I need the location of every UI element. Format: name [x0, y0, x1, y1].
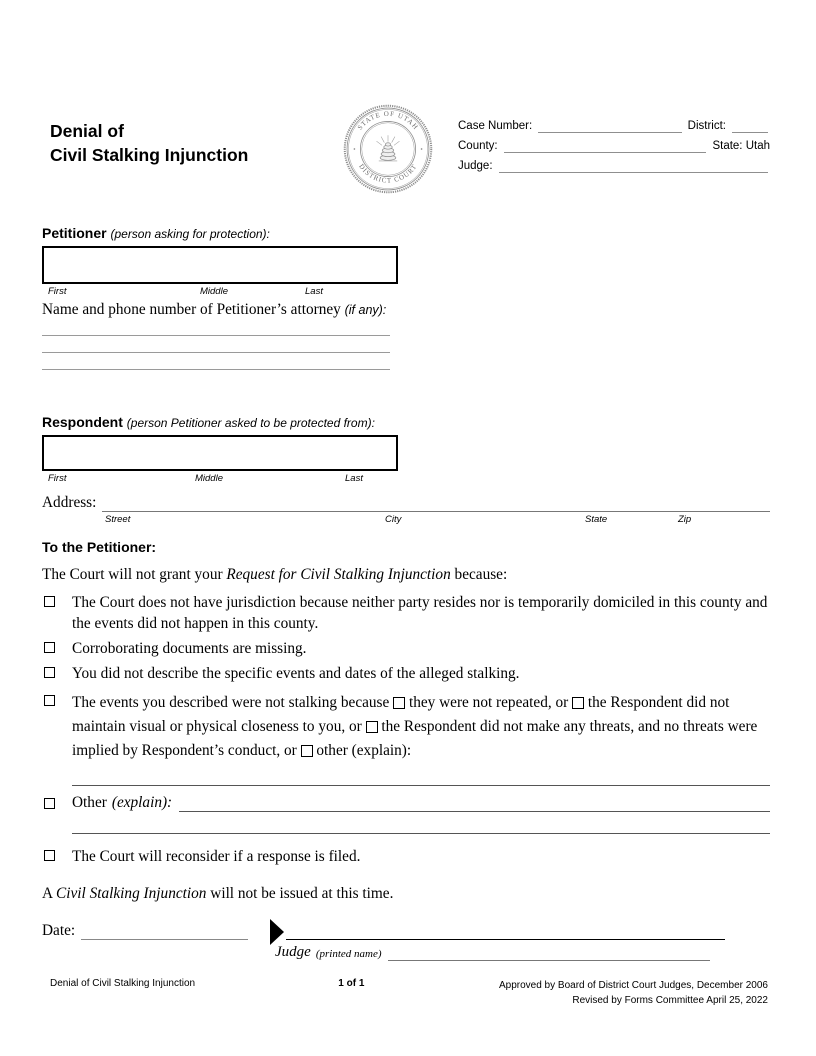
county-row [458, 140, 770, 153]
respondent-section [42, 414, 770, 527]
other-explain-note: (explain): [111, 793, 173, 811]
respondent-first-label: First [48, 473, 67, 484]
other-input-line[interactable] [179, 797, 770, 812]
respondent-last-label: Last [345, 473, 363, 484]
petitioner-heading [42, 225, 770, 241]
form-header [42, 112, 770, 195]
date-label: Date: [42, 922, 76, 940]
seal-beehive-emblem [380, 143, 396, 161]
closing-statement [42, 885, 770, 903]
not-stalking-seg-c: the Respondent did not maintain visual or physical closeness to you, or [72, 693, 730, 736]
footer-doc-title: Denial of Civil Stalking Injunction [50, 978, 196, 989]
case-number-input-line[interactable] [538, 120, 682, 133]
court-caption-fields [458, 112, 770, 180]
respondent-heading [42, 414, 770, 430]
not-stalking-explain-note: (explain): [351, 742, 412, 760]
attorney-prompt-text: Name and phone number of Petitioner’s attorney [42, 301, 341, 318]
signature-row [42, 919, 770, 940]
notice-section [42, 539, 770, 867]
respondent-middle-label: Middle [195, 473, 223, 484]
not-stalking-text [72, 691, 770, 764]
address-sublabels [42, 514, 770, 527]
state-sublabel: State [585, 514, 608, 525]
utah-district-court-seal-icon [342, 103, 434, 195]
county-label: County: [458, 140, 498, 152]
closing-post: will not be issued at this time. [210, 885, 394, 903]
closing-pre: A [42, 885, 53, 903]
seal-bottom-text: DISTRICT COURT [357, 163, 419, 185]
judge-row [458, 160, 770, 173]
respondent-name-box[interactable] [42, 435, 398, 471]
attorney-prompt [42, 301, 770, 319]
attorney-input-line-2[interactable] [42, 336, 390, 353]
form-title [42, 112, 342, 167]
not-stalking-seg-d: the Respondent did not make any threats, and no threats were implied by Respondent’s conduct, or [72, 718, 758, 760]
judge-signature-line[interactable] [286, 925, 725, 940]
city-label: City [385, 514, 402, 525]
explain-input-line-1[interactable] [72, 774, 770, 786]
district-label: District: [687, 120, 726, 132]
corroborating-text: Corroborating documents are missing. [72, 640, 307, 658]
petitioner-last-label: Last [305, 286, 323, 297]
footer-approved-line: Approved by Board of District Court Judges, December 2006 [498, 980, 768, 991]
zip-label: Zip [678, 514, 692, 525]
not-stalking-seg-a: The events you described were not stalking because [72, 693, 390, 711]
judge-printed-name-note: (printed name) [315, 948, 382, 961]
other-checkbox[interactable] [44, 798, 55, 809]
petitioner-section [42, 225, 770, 370]
closing-title: Civil Stalking Injunction [56, 885, 207, 903]
notice-intro-title: Request for Civil Stalking Injunction [226, 566, 451, 583]
date-input-line[interactable] [81, 925, 248, 940]
no-description-text: You did not describe the specific events and dates of the alleged stalking. [72, 665, 520, 683]
not-stalking-checkbox[interactable] [44, 695, 55, 706]
seal-top-text: STATE OF UTAH [356, 110, 420, 132]
checkbox-item-other [42, 794, 770, 812]
no-specific-events-checkbox[interactable] [44, 667, 55, 678]
county-input-line[interactable] [504, 140, 707, 153]
address-row [42, 494, 770, 512]
address-input-line[interactable] [102, 497, 770, 512]
reconsider-checkbox[interactable] [44, 850, 55, 861]
page-footer [50, 978, 768, 1008]
street-label: Street [105, 514, 131, 525]
reconsider-text: The Court will reconsider if a response is filed. [72, 847, 361, 865]
notice-intro [42, 564, 770, 585]
checkbox-item-not-stalking [42, 691, 770, 764]
case-number-row [458, 120, 770, 133]
form-content [42, 0, 770, 961]
footer-approval [364, 978, 768, 1008]
petitioner-heading-label: Petitioner [42, 225, 107, 241]
no-physical-closeness-checkbox[interactable] [572, 697, 584, 709]
respondent-heading-label: Respondent [42, 414, 123, 430]
checkbox-item-reconsider [42, 846, 770, 867]
petitioner-name-labels [42, 286, 770, 299]
form-title-line2: Civil Stalking Injunction [50, 144, 249, 165]
footer-revised-line: Revised by Forms Committee April 25, 2022 [572, 995, 768, 1006]
petitioner-name-box[interactable] [42, 246, 398, 284]
state-label: State: Utah [712, 140, 770, 152]
signature-arrow-icon [270, 919, 284, 945]
not-stalking-seg-e: other [316, 742, 348, 760]
case-number-label: Case Number: [458, 120, 533, 132]
attorney-input-line-1[interactable] [42, 319, 390, 336]
judge-signature-label: Judge [275, 944, 311, 961]
not-repeated-checkbox[interactable] [393, 697, 405, 709]
attorney-lines [42, 319, 770, 370]
other-reason-checkbox[interactable] [301, 745, 313, 757]
checkbox-item-corroborating [42, 638, 770, 659]
attorney-prompt-note: (if any): [344, 303, 387, 317]
address-label: Address: [42, 494, 97, 511]
form-title-line1: Denial of [50, 121, 124, 141]
judge-printed-name-row [275, 944, 770, 961]
jurisdiction-text: The Court does not have jurisdiction because neither party resides nor is temporarily domiciled in this county and the events did not happen in this county. [72, 594, 768, 633]
checkbox-item-jurisdiction [42, 592, 770, 634]
attorney-input-line-3[interactable] [42, 353, 390, 370]
checkbox-item-no-description [42, 663, 770, 684]
other-label: Other [72, 793, 107, 811]
petitioner-heading-note: (person asking for protection): [110, 227, 270, 241]
not-stalking-seg-b: they were not repeated, or [408, 693, 569, 711]
footer-page-number: 1 of 1 [338, 978, 365, 989]
no-threats-checkbox[interactable] [366, 721, 378, 733]
notice-intro-pre: The Court will not grant your [42, 566, 223, 583]
explain-input-line-2[interactable] [72, 822, 770, 834]
respondent-name-labels [42, 473, 770, 486]
to-petitioner-heading: To the Petitioner: [42, 539, 157, 555]
notice-intro-post: because: [454, 566, 508, 583]
respondent-heading-note: (person Petitioner asked to be protected from): [126, 416, 375, 430]
judge-input-line[interactable] [499, 160, 768, 173]
judge-printed-name-line[interactable] [388, 948, 710, 961]
petitioner-first-label: First [48, 286, 67, 297]
petitioner-middle-label: Middle [200, 286, 228, 297]
district-input-line[interactable] [732, 120, 768, 133]
jurisdiction-checkbox[interactable] [44, 596, 55, 607]
judge-label: Judge: [458, 160, 493, 172]
corroborating-checkbox[interactable] [44, 642, 55, 653]
